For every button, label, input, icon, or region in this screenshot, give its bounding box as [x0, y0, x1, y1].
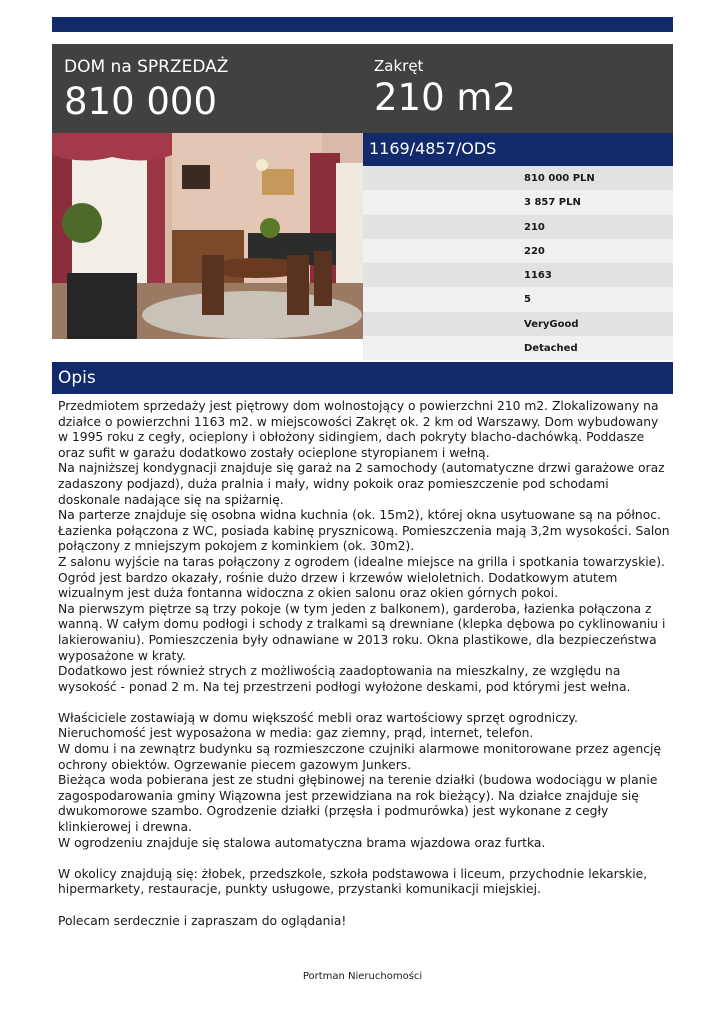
- header-right: [374, 56, 516, 120]
- description-section-header: [52, 362, 673, 394]
- detail-row: [363, 287, 673, 311]
- detail-row: [363, 336, 673, 360]
- section-title: Opis: [58, 368, 96, 388]
- detail-value: 210: [524, 221, 545, 233]
- description-text: Przedmiotem sprzedaży jest piętrowy dom wolnostojący o powierzchni 210 m2. Zlokalizowany na działce o powierzchni 1163 m2. w miejscowości Zakręt ok. 2 km od Warszawy. Dom wybudowany w 1995 roku z cegły, ocieplony i obłożony sidingiem, dach pokryty blacho-dachówką. Poddasze oraz sufit w garażu dodatkowo zostały ocieplone styropianem i wełną. Na najniższej kondygnacji znajduje się garaż na 2 samochody (automatyczne drzwi garażowe oraz zadaszony podjazd), duża pralnia i mały, widny pokoik oraz pomieszczenie pod schodami doskonale nadające się na spiżarnię. Na parterze znajduje się osobna widna kuchnia (ok. 15m2), której okna usytuowane są na północ. Łazienka połączona z WC, posiada kabinę prysznicową. Pomieszczenia mają 3,2m wysokości. Salon połączony z mniejszym pokojem z kominkiem (ok. 30m2). Z salonu wyjście na taras połączony z ogrodem (idealne miejsce na grilla i spotkania towarzyskie). Ogród jest bardzo okazały, rośnie dużo drzew i krzewów wieloletnich. Dodatkowym atutem wizualnym jest duża fontanna widoczna z okien salonu oraz okien górnych pokoi. Na pierwszym piętrze są trzy pokoje (w tym jeden z balkonem), garderoba, łazienka połączona z wanną. W całym domu podłogi i schody z tralkami są drewniane (klepka dębowa po cyklinowaniu i lakierowaniu). Pomieszczenia były odnawiane w 2013 roku. Okna plastikowe, dla bezpieczeństwa wyposażone w kraty. Dodatkowo jest również strych z możliwością zaadoptowania na mieszkalny, ze względu na wysokość - ponad 2 m. Na tej przestrzeni podłogi wyłożone deskami, pod którymi jest wełna. Właściciele zostawiają w domu większość mebli oraz wartościowy sprzęt ogrodniczy. Nieruchomość jest wyposażona w media: gaz ziemny, prąd, internet, telefon. W domu i na zewnątrz budynku są rozmieszczone czujniki alarmowe monitorowane przez agencję ochrony obiektów. Ogrzewanie piecem gazowym Junkers. Bieżąca woda pobierana jest ze studni głębinowej na terenie działki (budowa wodociągu w planie zagospodarowania gminy Wiązowna jest przewidziana na rok bieżący). Na działce znajduje się dwukomorowe szambo. Ogrodzenie działki (przęsła i podmurówka) jest wykonane z cegły klinkierowej i drewna. W ogrodzeniu znajduje się stalowa automatyczna brama wjazdowa oraz furtka. W okolicy znajdują się: żłobek, przedszkole, szkoła podstawowa i liceum, przychodnie lekarskie, hipermarkety, restauracje, punkty usługowe, przystanki komunikacji miejskiej. Polecam serdecznie i zapraszam do oglądania!: [58, 399, 670, 928]
- detail-value: 220: [524, 245, 545, 257]
- detail-row: [363, 239, 673, 263]
- property-location: Zakręt: [374, 57, 424, 75]
- details-table: [363, 166, 673, 360]
- property-photo: [52, 133, 363, 339]
- detail-value: 3 857 PLN: [524, 197, 581, 209]
- detail-value: VeryGood: [524, 318, 579, 330]
- detail-value: 810 000 PLN: [524, 173, 595, 184]
- detail-row: [363, 166, 673, 190]
- property-price: 810 000: [64, 80, 218, 123]
- detail-row: [363, 190, 673, 214]
- footer-agency: Portman Nieruchomości: [302, 971, 423, 982]
- detail-row: [363, 215, 673, 239]
- reference-number-bar: [363, 133, 673, 166]
- detail-row: [363, 312, 673, 336]
- top-accent-bar: [52, 17, 673, 32]
- property-area: 210 m2: [374, 76, 516, 119]
- detail-value: Detached: [524, 343, 578, 355]
- property-type: DOM na SPRZEDAŻ: [64, 57, 229, 77]
- reference-number: 1169/4857/ODS: [369, 139, 497, 158]
- detail-value: 1163: [524, 270, 552, 282]
- detail-value: 5: [524, 294, 531, 306]
- header-left: [64, 56, 228, 124]
- detail-row: [363, 263, 673, 287]
- listing-header: [52, 44, 673, 133]
